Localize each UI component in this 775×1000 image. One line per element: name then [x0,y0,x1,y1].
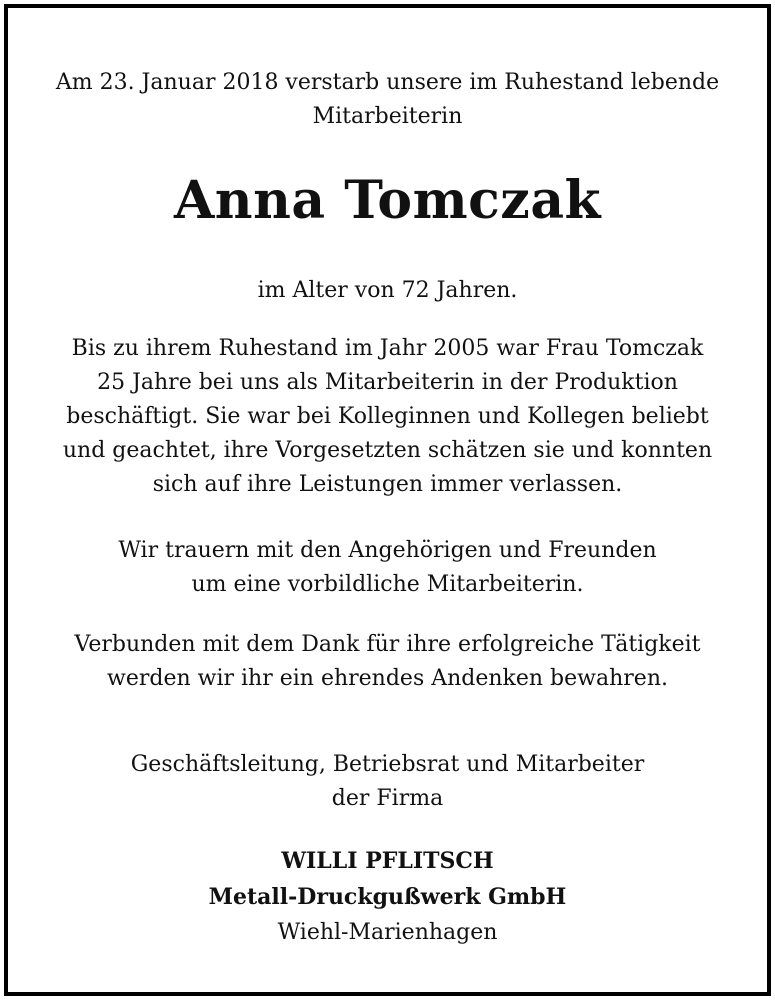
thanks-line: werden wir ihr ein ehrendes Andenken bewahren. [107,666,668,691]
thanks-line: Verbunden mit dem Dank für ihre erfolgreiche Tätigkeit [74,632,701,657]
signers-paragraph [8,748,767,816]
age-line: im Alter von 72 Jahren. [257,278,518,303]
thanks-paragraph [8,628,767,696]
mourning-paragraph [8,534,767,602]
career-line: Bis zu ihrem Ruhestand im Jahr 2005 war Frau Tomczak [71,336,704,361]
company-location: Wiehl-Marienhagen [277,920,498,945]
obituary-notice [4,4,771,996]
mourning-line: Wir trauern mit den Angehörigen und Freunden [118,538,657,563]
career-line: sich auf ihre Leistungen immer verlassen. [152,472,623,497]
company-name: WILLI PFLITSCH [281,848,494,874]
intro-line: Am 23. Januar 2018 verstarb unsere im Ruhestand lebende [55,70,720,95]
career-line: 25 Jahre bei uns als Mitarbeiterin in der Produktion [97,370,678,395]
company-subtitle: Metall-Druckgußwerk GmbH [208,884,567,910]
signers-line: der Firma [331,786,444,811]
mourning-line: um eine vorbildliche Mitarbeiterin. [191,572,584,597]
intro-line: Mitarbeiterin [312,104,463,129]
career-paragraph [8,332,767,502]
career-line: und geachtet, ihre Vorgesetzten schätzen sie und konnten [62,438,713,463]
intro-paragraph [8,66,767,134]
career-line: beschäftigt. Sie war bei Kolleginnen und Kollegen beliebt [66,404,709,429]
signers-line: Geschäftsleitung, Betriebsrat und Mitarbeiter [130,752,645,777]
deceased-name: Anna Tomczak [173,170,602,231]
